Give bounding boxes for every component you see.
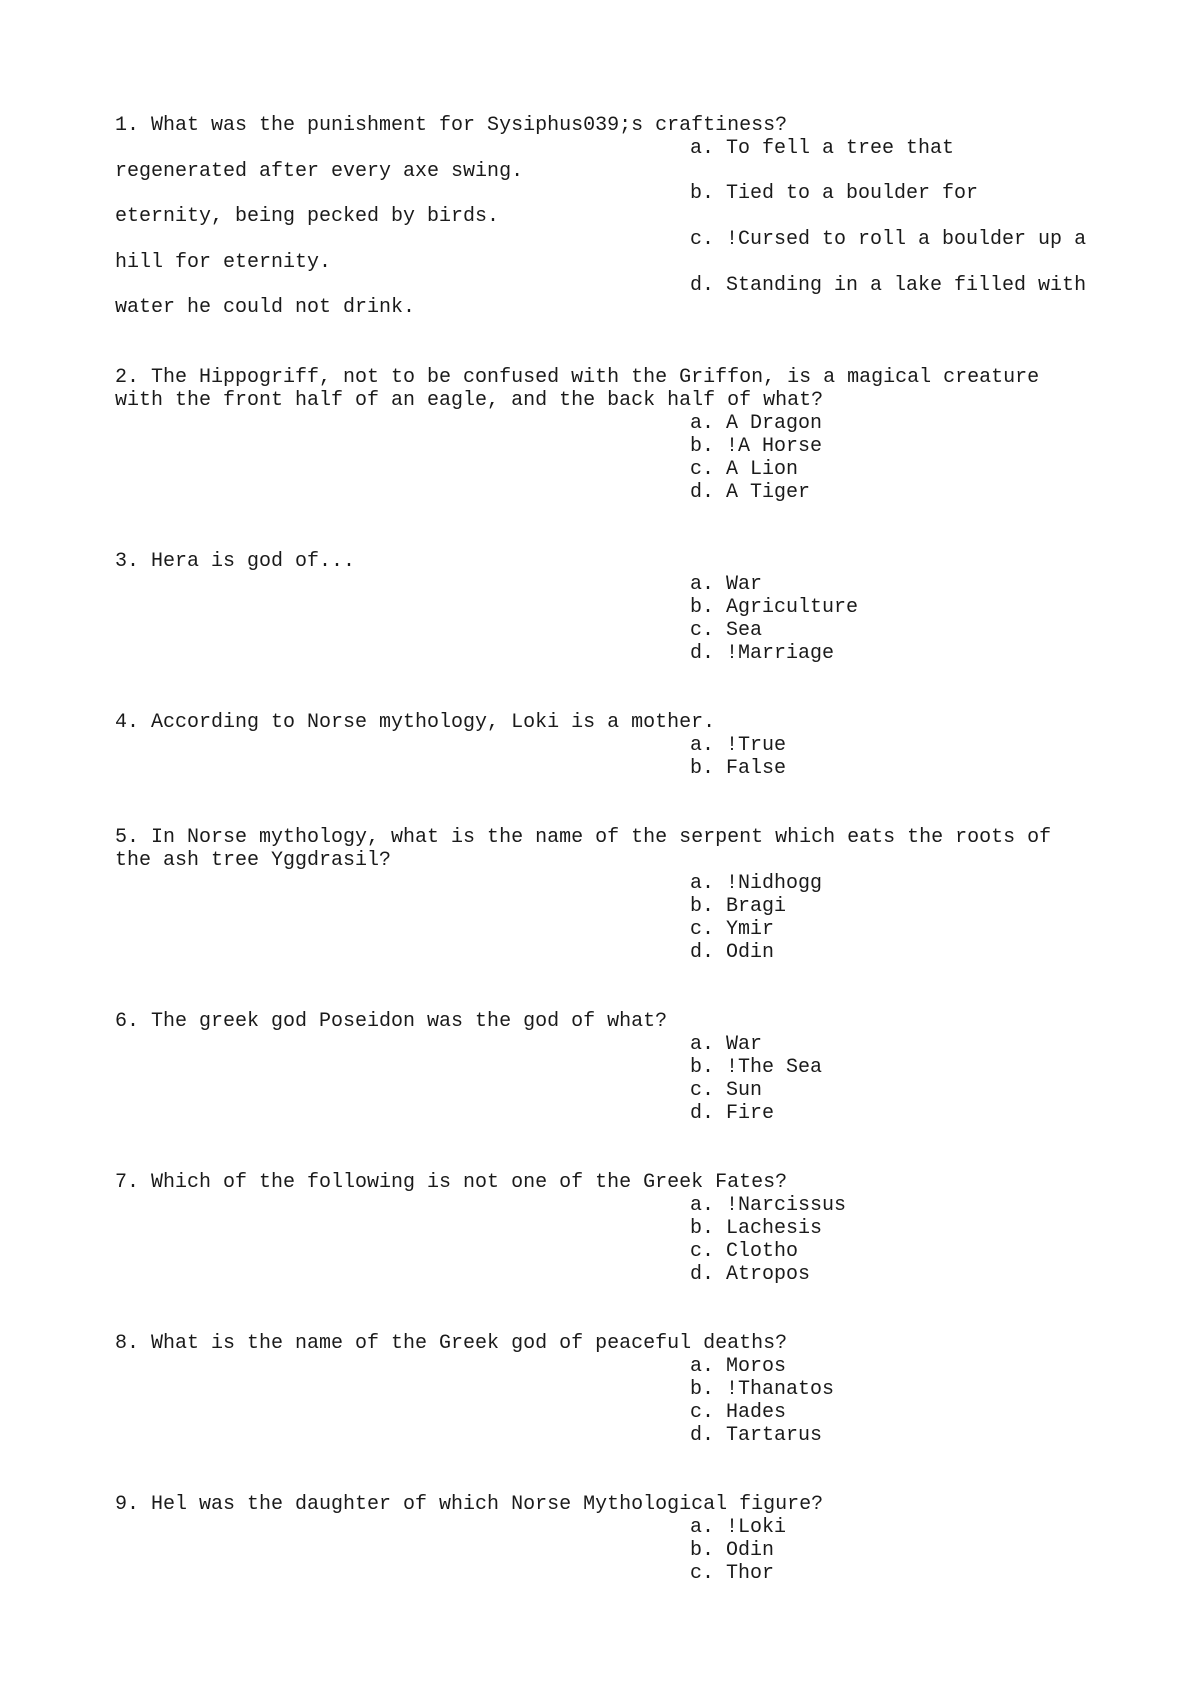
option-b: b. Agriculture — [690, 596, 859, 619]
option-c: c. !Cursed to roll a boulder up a — [690, 228, 1087, 251]
option-d: d. A Tiger — [690, 481, 811, 504]
option-a: a. !True — [690, 734, 787, 757]
option-c: c. Ymir — [690, 918, 775, 941]
option-a: a. !Loki — [690, 1516, 787, 1539]
option-a: a. War — [690, 573, 763, 596]
question-text: 3. Hera is god of... — [115, 550, 356, 573]
question-text-continuation: with the front half of an eagle, and the back half of what? — [115, 389, 824, 412]
option-a: a. Moros — [690, 1355, 787, 1378]
option-d: d. Standing in a lake filled with — [690, 274, 1087, 297]
option-a: a. A Dragon — [690, 412, 823, 435]
option-b: b. !The Sea — [690, 1056, 823, 1079]
option-a: a. War — [690, 1033, 763, 1056]
question-text: 7. Which of the following is not one of the Greek Fates? — [115, 1171, 788, 1194]
option-b: b. !A Horse — [690, 435, 823, 458]
option-d: d. Fire — [690, 1102, 775, 1125]
question-text: 2. The Hippogriff, not to be confused with the Griffon, is a magical creature — [115, 366, 1040, 389]
option-b: b. False — [690, 757, 787, 780]
option-b-continuation: eternity, being pecked by birds. — [115, 205, 500, 228]
question-text: 9. Hel was the daughter of which Norse Mythological figure? — [115, 1493, 824, 1516]
option-a: a. !Nidhogg — [690, 872, 823, 895]
option-b: b. !Thanatos — [690, 1378, 835, 1401]
option-c: c. Clotho — [690, 1240, 799, 1263]
option-c-continuation: hill for eternity. — [115, 251, 332, 274]
question-text: 1. What was the punishment for Sysiphus039;s craftiness? — [115, 114, 788, 137]
option-d: d. Tartarus — [690, 1424, 823, 1447]
option-c: c. A Lion — [690, 458, 799, 481]
option-d: d. Odin — [690, 941, 775, 964]
option-c: c. Sun — [690, 1079, 763, 1102]
option-a: a. !Narcissus — [690, 1194, 847, 1217]
question-text: 8. What is the name of the Greek god of peaceful deaths? — [115, 1332, 788, 1355]
option-b: b. Tied to a boulder for — [690, 182, 979, 205]
option-a: a. To fell a tree that — [690, 137, 955, 160]
option-b: b. Lachesis — [690, 1217, 823, 1240]
option-c: c. Hades — [690, 1401, 787, 1424]
option-d: d. Atropos — [690, 1263, 811, 1286]
option-c: c. Sea — [690, 619, 763, 642]
question-text: 6. The greek god Poseidon was the god of what? — [115, 1010, 668, 1033]
option-d-continuation: water he could not drink. — [115, 296, 416, 319]
option-d: d. !Marriage — [690, 642, 835, 665]
question-text: 4. According to Norse mythology, Loki is a mother. — [115, 711, 716, 734]
option-b: b. Bragi — [690, 895, 787, 918]
option-a-continuation: regenerated after every axe swing. — [115, 160, 524, 183]
question-text: 5. In Norse mythology, what is the name of the serpent which eats the roots of — [115, 826, 1052, 849]
question-text-continuation: the ash tree Yggdrasil? — [115, 849, 392, 872]
option-c: c. Thor — [690, 1562, 775, 1585]
option-b: b. Odin — [690, 1539, 775, 1562]
